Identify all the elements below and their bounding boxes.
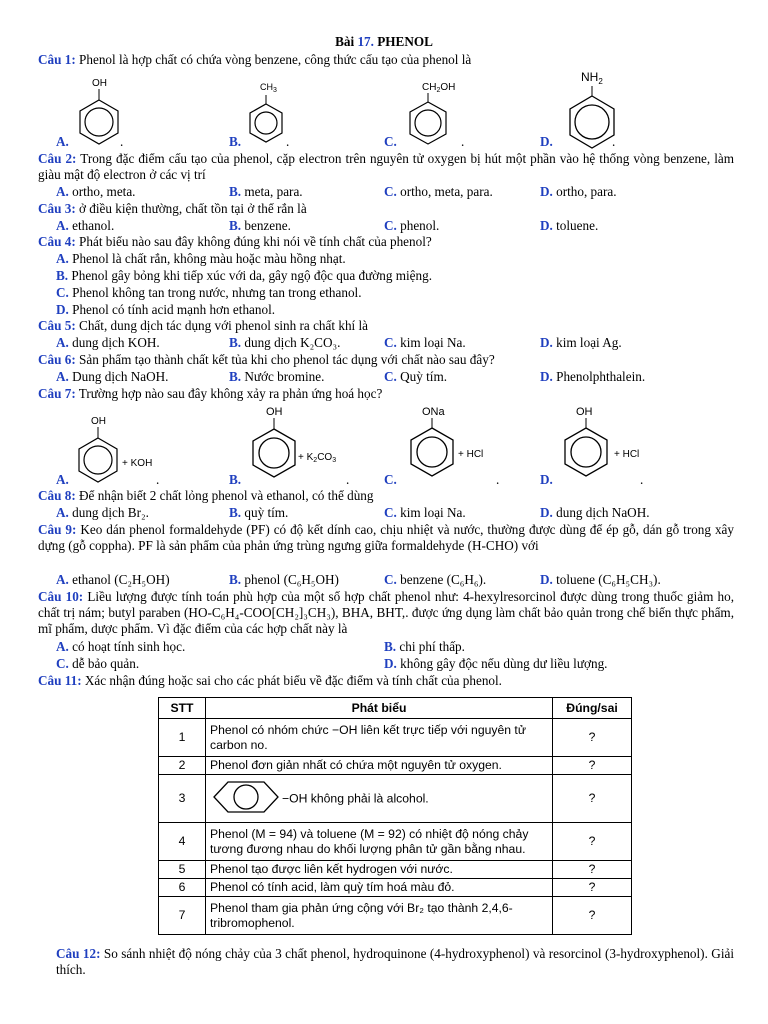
benzene-ring-structure (550, 400, 660, 488)
question-10: Câu 10: Liều lượng được tính toán phù hợp của một số hợp chất phenol như: 4-hexylresorcinol được dùng trong thuốc giảm ho, chất trị nám; butyl paraben (HO-C₆H₄-COO[CH₂]₃CH₃), BHA, BHT,. được ứng dụng làm chất bảo quản trong chế biến thực phẩm, mĩ phẩm, dược phẩm. Vì đặc điểm của các hợp chất này là (38, 589, 735, 636)
substituent-label: $NH_2$ (581, 70, 603, 86)
header-statement: Phát biểu (206, 698, 553, 719)
benzene-ring-structure (554, 64, 634, 152)
benzene-ring-structure (66, 72, 136, 150)
benzene-ring-icon (210, 777, 282, 821)
question-1: Câu 1: Phenol là hợp chất có chứa vòng benzene, công thức cấu tạo của phenol là (38, 52, 472, 67)
question-3: Câu 3: ở điều kiện thường, chất tồn tại ở thể rắn là (38, 201, 307, 216)
page-title: Bài 17. PHENOL (335, 34, 433, 49)
benzene-ring-structure (236, 76, 306, 150)
question-4: Câu 4: Phát biểu nào sau đây không đúng khi nói về tính chất của phenol? (38, 234, 432, 249)
answer-cell[interactable]: ? (553, 757, 632, 775)
table-row: 5 Phenol tạo được liên kết hydrogen với nước. ? (159, 861, 632, 879)
question-7: Câu 7: Trường hợp nào sau đây không xảy ra phản ứng hoá học? (38, 386, 383, 401)
question-8: Câu 8: Để nhận biết 2 chất lỏng phenol và ethanol, có thể dùng (38, 488, 374, 503)
reagent-label: + HCl (614, 449, 640, 460)
q4-option-b: B. Phenol gây bỏng khi tiếp xúc với da, gây ngộ độc qua đường miệng. (56, 268, 433, 283)
answer-cell[interactable]: ? (553, 897, 632, 935)
answer-cell[interactable]: ? (553, 775, 632, 823)
answer-cell[interactable]: ? (553, 823, 632, 861)
header-stt: STT (159, 698, 206, 719)
table-row: 1 Phenol có nhóm chức −OH liên kết trực tiếp với nguyên tử carbon no. ? (159, 719, 632, 757)
table-row: 7 Phenol tham gia phản ứng cộng với Br₂ tạo thành 2,4,6-tribromophenol. ? (159, 897, 632, 935)
substituent-label: OH (91, 416, 106, 427)
question-2: Câu 2: Trong đặc điểm cấu tạo của phenol, cặp electron trên nguyên tử oxygen bị hút một phần vào hệ thống vòng benzene, làm giàu mật độ electron ở các vị trí (38, 151, 734, 182)
substituent-label: $CH_2OH$ (422, 82, 456, 94)
reagent-label: + HCl (458, 449, 484, 460)
question-12: Câu 12: So sánh nhiệt độ nóng chảy của 3 chất phenol, hydroquinone (4-hydroxyphenol) và resorcinol (3-hydroxyphenol). Giải thích. (56, 946, 734, 977)
question-11: Câu 11: Xác nhận đúng hoặc sai cho các phát biểu về đặc điểm và tính chất của phenol. (38, 673, 502, 688)
table-header-row (159, 698, 632, 719)
table-row: 3 −OH không phải là alcohol. ? (159, 775, 632, 823)
answer-cell[interactable]: ? (553, 861, 632, 879)
question-6: Câu 6: Sản phẩm tạo thành chất kết tủa khi cho phenol tác dụng với chất nào sau đây? (38, 352, 495, 367)
table-row: 4 Phenol (M = 94) và toluene (M = 92) có nhiệt độ nóng chảy tương đương nhau do khối lượng phân tử gần bằng nhau. ? (159, 823, 632, 861)
answer-cell[interactable]: ? (553, 879, 632, 897)
benzene-ring-structure (240, 402, 360, 488)
benzene-ring-structure (398, 400, 498, 488)
table-row: 6 Phenol có tính acid, làm quỳ tím hoá màu đỏ. ? (159, 879, 632, 897)
header-true-false: Đúng/sai (553, 698, 632, 719)
table-row: 2 Phenol đơn giản nhất có chứa một nguyên tử oxygen. ? (159, 757, 632, 775)
substituent-label: OH (576, 406, 593, 418)
statement-table (158, 697, 632, 935)
q4-option-d: D. Phenol có tính acid mạnh hơn ethanol. (56, 302, 276, 317)
benzene-ring-structure (398, 74, 478, 150)
substituent-label: OH (266, 406, 283, 418)
answer-cell[interactable]: ? (553, 719, 632, 757)
question-5: Câu 5: Chất, dung dịch tác dụng với phenol sinh ra chất khí là (38, 318, 369, 333)
substituent-label: ONa (422, 406, 445, 418)
q4-option-a: A. Phenol là chất rắn, không màu hoặc màu hồng nhạt. (56, 251, 346, 266)
question-9: Câu 9: Keo dán phenol formaldehyde (PF) có độ kết dính cao, chịu nhiệt và nước, thường được dùng để ép gỗ, dán gỗ trong xây dựng (gỗ coppha). PF là sản phẩm của phản ứng trùng ngưng giữa formaldehyde (H-CHO) với (38, 522, 734, 553)
substituent-label: OH (92, 78, 107, 89)
reagent-label: + KOH (122, 458, 153, 469)
reagent-label: + $K_2CO_3$ (298, 452, 337, 464)
substituent-label: $CH_3$ (260, 82, 277, 94)
benzene-ring-structure (66, 412, 166, 488)
q4-option-c: C. Phenol không tan trong nước, nhưng tan trong ethanol. (56, 285, 362, 300)
